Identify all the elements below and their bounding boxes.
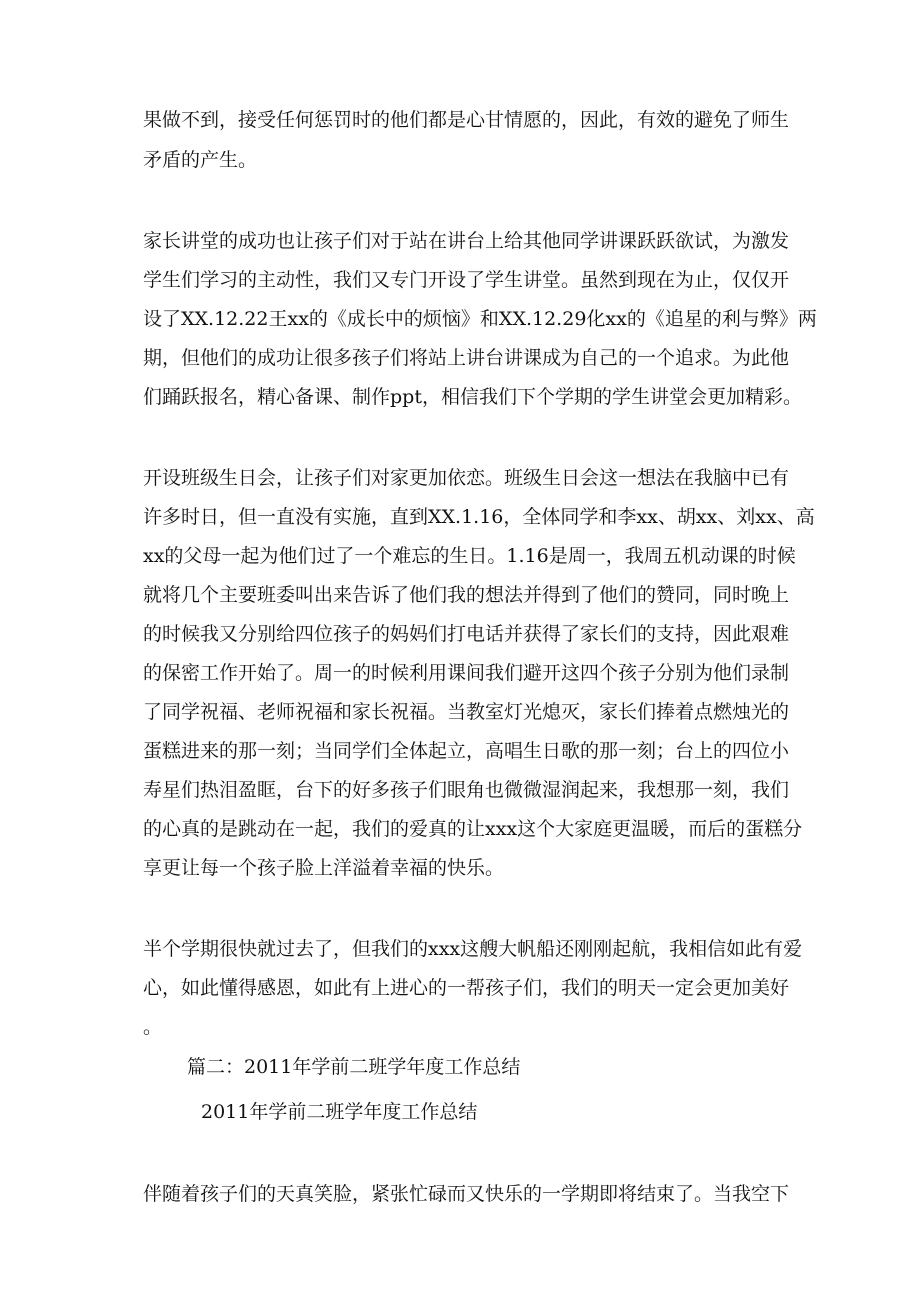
paragraph-line: 蛋糕进来的那一刻；当同学们全体起立，高唱生日歌的那一刻；台上的四位小 xyxy=(143,740,790,762)
paragraph-line: 伴随着孩子们的天真笑脸，紧张忙碌而又快乐的一学期即将结束了。当我空下 xyxy=(143,1183,790,1205)
paragraph-line: 设了XX.12.22王xx的《成长中的烦恼》和XX.12.29化xx的《追星的利与弊》两 xyxy=(143,308,817,330)
paragraph-line: 果做不到，接受任何惩罚时的他们都是心甘情愿的，因此，有效的避免了师生 xyxy=(143,109,790,131)
section-title: 2011年学前二班学年度工作总结 xyxy=(201,1101,478,1123)
section-heading: 篇二：2011年学前二班学年度工作总结 xyxy=(187,1056,521,1078)
paragraph-line: 享更让每一个孩子脸上洋溢着幸福的快乐。 xyxy=(143,857,505,879)
paragraph-line: 矛盾的产生。 xyxy=(143,149,258,171)
paragraph-line: 了同学祝福、老师祝福和家长祝福。当教室灯光熄灭，家长们捧着点燃烛光的 xyxy=(143,701,790,723)
paragraph-line: 家长讲堂的成功也让孩子们对于站在讲台上给其他同学讲课跃跃欲试，为激发 xyxy=(143,230,790,252)
paragraph-line: 开设班级生日会，让孩子们对家更加依恋。班级生日会这一想法在我脑中已有 xyxy=(143,467,790,489)
paragraph-line: 的时候我又分别给四位孩子的妈妈们打电话并获得了家长们的支持，因此艰难 xyxy=(143,623,790,645)
paragraph-line: 半个学期很快就过去了，但我们的xxx这艘大帆船还刚刚起航，我相信如此有爱 xyxy=(143,938,803,960)
paragraph-line: 的保密工作开始了。周一的时候利用课间我们避开这四个孩子分别为他们录制 xyxy=(143,662,790,684)
paragraph-line: 们踊跃报名，精心备课、制作ppt，相信我们下个学期的学生讲堂会更加精彩。 xyxy=(143,386,802,408)
paragraph-line: 就将几个主要班委叫出来告诉了他们我的想法并得到了他们的赞同，同时晚上 xyxy=(143,584,790,606)
paragraph-line: 学生们学习的主动性，我们又专门开设了学生讲堂。虽然到现在为止，仅仅开 xyxy=(143,269,790,291)
paragraph-line: 的心真的是跳动在一起，我们的爱真的让xxx这个大家庭更温暖，而后的蛋糕分 xyxy=(143,818,803,840)
paragraph-line: xx的父母一起为他们过了一个难忘的生日。1.16是周一，我周五机动课的时候 xyxy=(143,545,796,567)
paragraph-line: 心，如此懂得感恩，如此有上进心的一帮孩子们，我们的明天一定会更加美好 xyxy=(143,977,790,999)
paragraph-line: 寿星们热泪盈眶，台下的好多孩子们眼角也微微湿润起来，我想那一刻，我们 xyxy=(143,779,790,801)
paragraph-line: 期，但他们的成功让很多孩子们将站上讲台讲课成为自己的一个追求。为此他 xyxy=(143,347,790,369)
paragraph-line: 。 xyxy=(143,1016,163,1038)
paragraph-line: 许多时日，但一直没有实施，直到XX.1.16，全体同学和李xx、胡xx、刘xx、高 xyxy=(143,506,815,528)
